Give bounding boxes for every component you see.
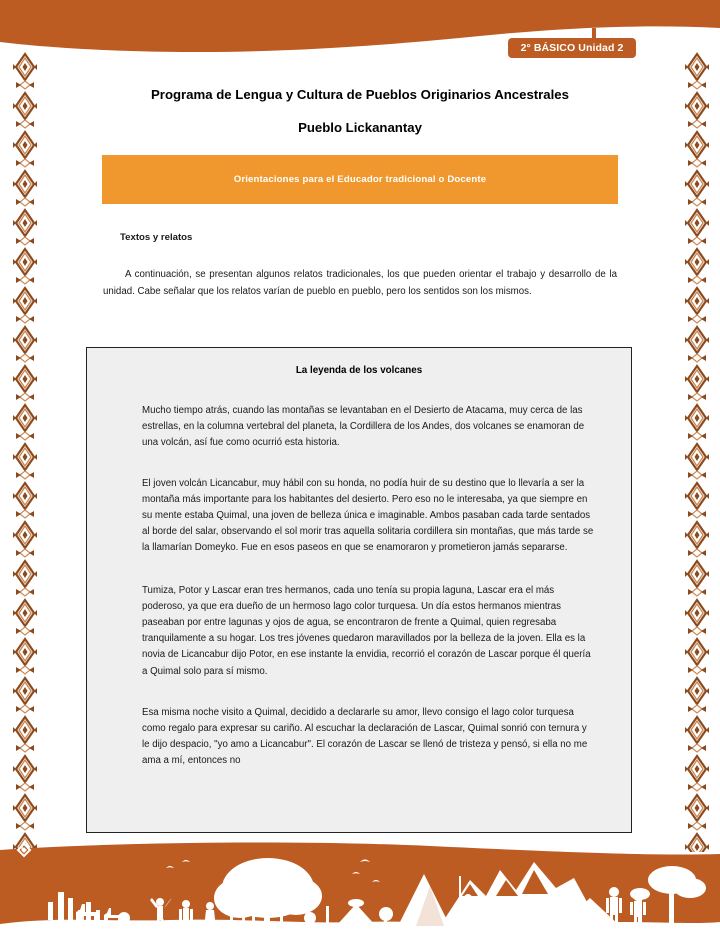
atacama-landscape-silhouette xyxy=(0,840,720,932)
unit-badge-label: 2° BÁSICO Unidad 2 xyxy=(520,42,624,54)
andean-pattern-border-left xyxy=(10,52,40,852)
story-box xyxy=(86,347,632,833)
page-subtitle: Pueblo Lickanantay xyxy=(298,120,422,135)
story-paragraph: Tumiza, Potor y Lascar eran tres hermanos, cada uno tenía su propia laguna, Lascar era el más poderoso, ya que era dueño de un hermoso lago color turquesa. Un día estos hermanos mientras paseaban por entre lagunas y ojos de agua, se encontraron de frente a Quimal, quien regresaba tranquilamente a su hogar. Los tres jóvenes quedaron maravillados por la belleza de la joven. Ella es la novia de Licancabur dijo Potor, en ese instante la envidia, recorrió el corazón de Lascar porque él quería a Quimal solo para sí mismo. xyxy=(142,584,591,677)
story-paragraph: Esa misma noche visito a Quimal, decidido a declararle su amor, llevo consigo el lago color turquesa como regalo para expresar su cariño. Al escuchar la declaración de Lascar, Quimal sonrió con ternura y le dijo despacio, "yo amo a Licancabur". El corazón de Lascar se llenó de tristeza y pensó, si ella no me ama a mí, entonces no xyxy=(142,706,588,767)
story-paragraph: El joven volcán Licancabur, muy hábil con su honda, no podía huir de su destino que lo llevaría a ser la montaña más importante para los habitantes del desierto. Pero eso no le interesaba, ya que siempre en su mente estaba Quimal, una joven de belleza única e imaginable. Ambos pasaban cada tarde sentados al borde del salar, observando el sol morir tras aquella solitaria cordillera sin montañas, que más tarde se la llamarían Domeyko. Fue en esos paseos en que se enamoraron y prometieron jamás separarse. xyxy=(142,477,594,554)
orientation-banner-label: Orientaciones para el Educador tradicional o Docente xyxy=(233,174,487,185)
section-heading: Textos y relatos xyxy=(120,232,193,243)
top-wave-decoration xyxy=(0,0,720,72)
unit-badge xyxy=(508,38,636,58)
story-title: La leyenda de los volcanes xyxy=(295,365,423,376)
story-paragraph: Mucho tiempo atrás, cuando las montañas se levantaban en el Desierto de Atacama, muy cerca de las estrellas, en la columna vertebral del planeta, la Cordillera de los Andes, dos volcanes se enamoran de una volcán, así fue como ocurrió esta historia. xyxy=(142,405,585,449)
page-title: Programa de Lengua y Cultura de Pueblos Originarios Ancestrales xyxy=(151,87,569,102)
orientation-banner xyxy=(102,155,618,204)
intro-paragraph: A continuación, se presentan algunos relatos tradicionales, los que pueden orientar el trabajo y desarrollo de la unidad. Cabe señalar que los relatos varían de pueblo en pueblo, pero los sentidos son los mismos. xyxy=(103,269,617,297)
andean-pattern-border-right xyxy=(682,52,712,852)
